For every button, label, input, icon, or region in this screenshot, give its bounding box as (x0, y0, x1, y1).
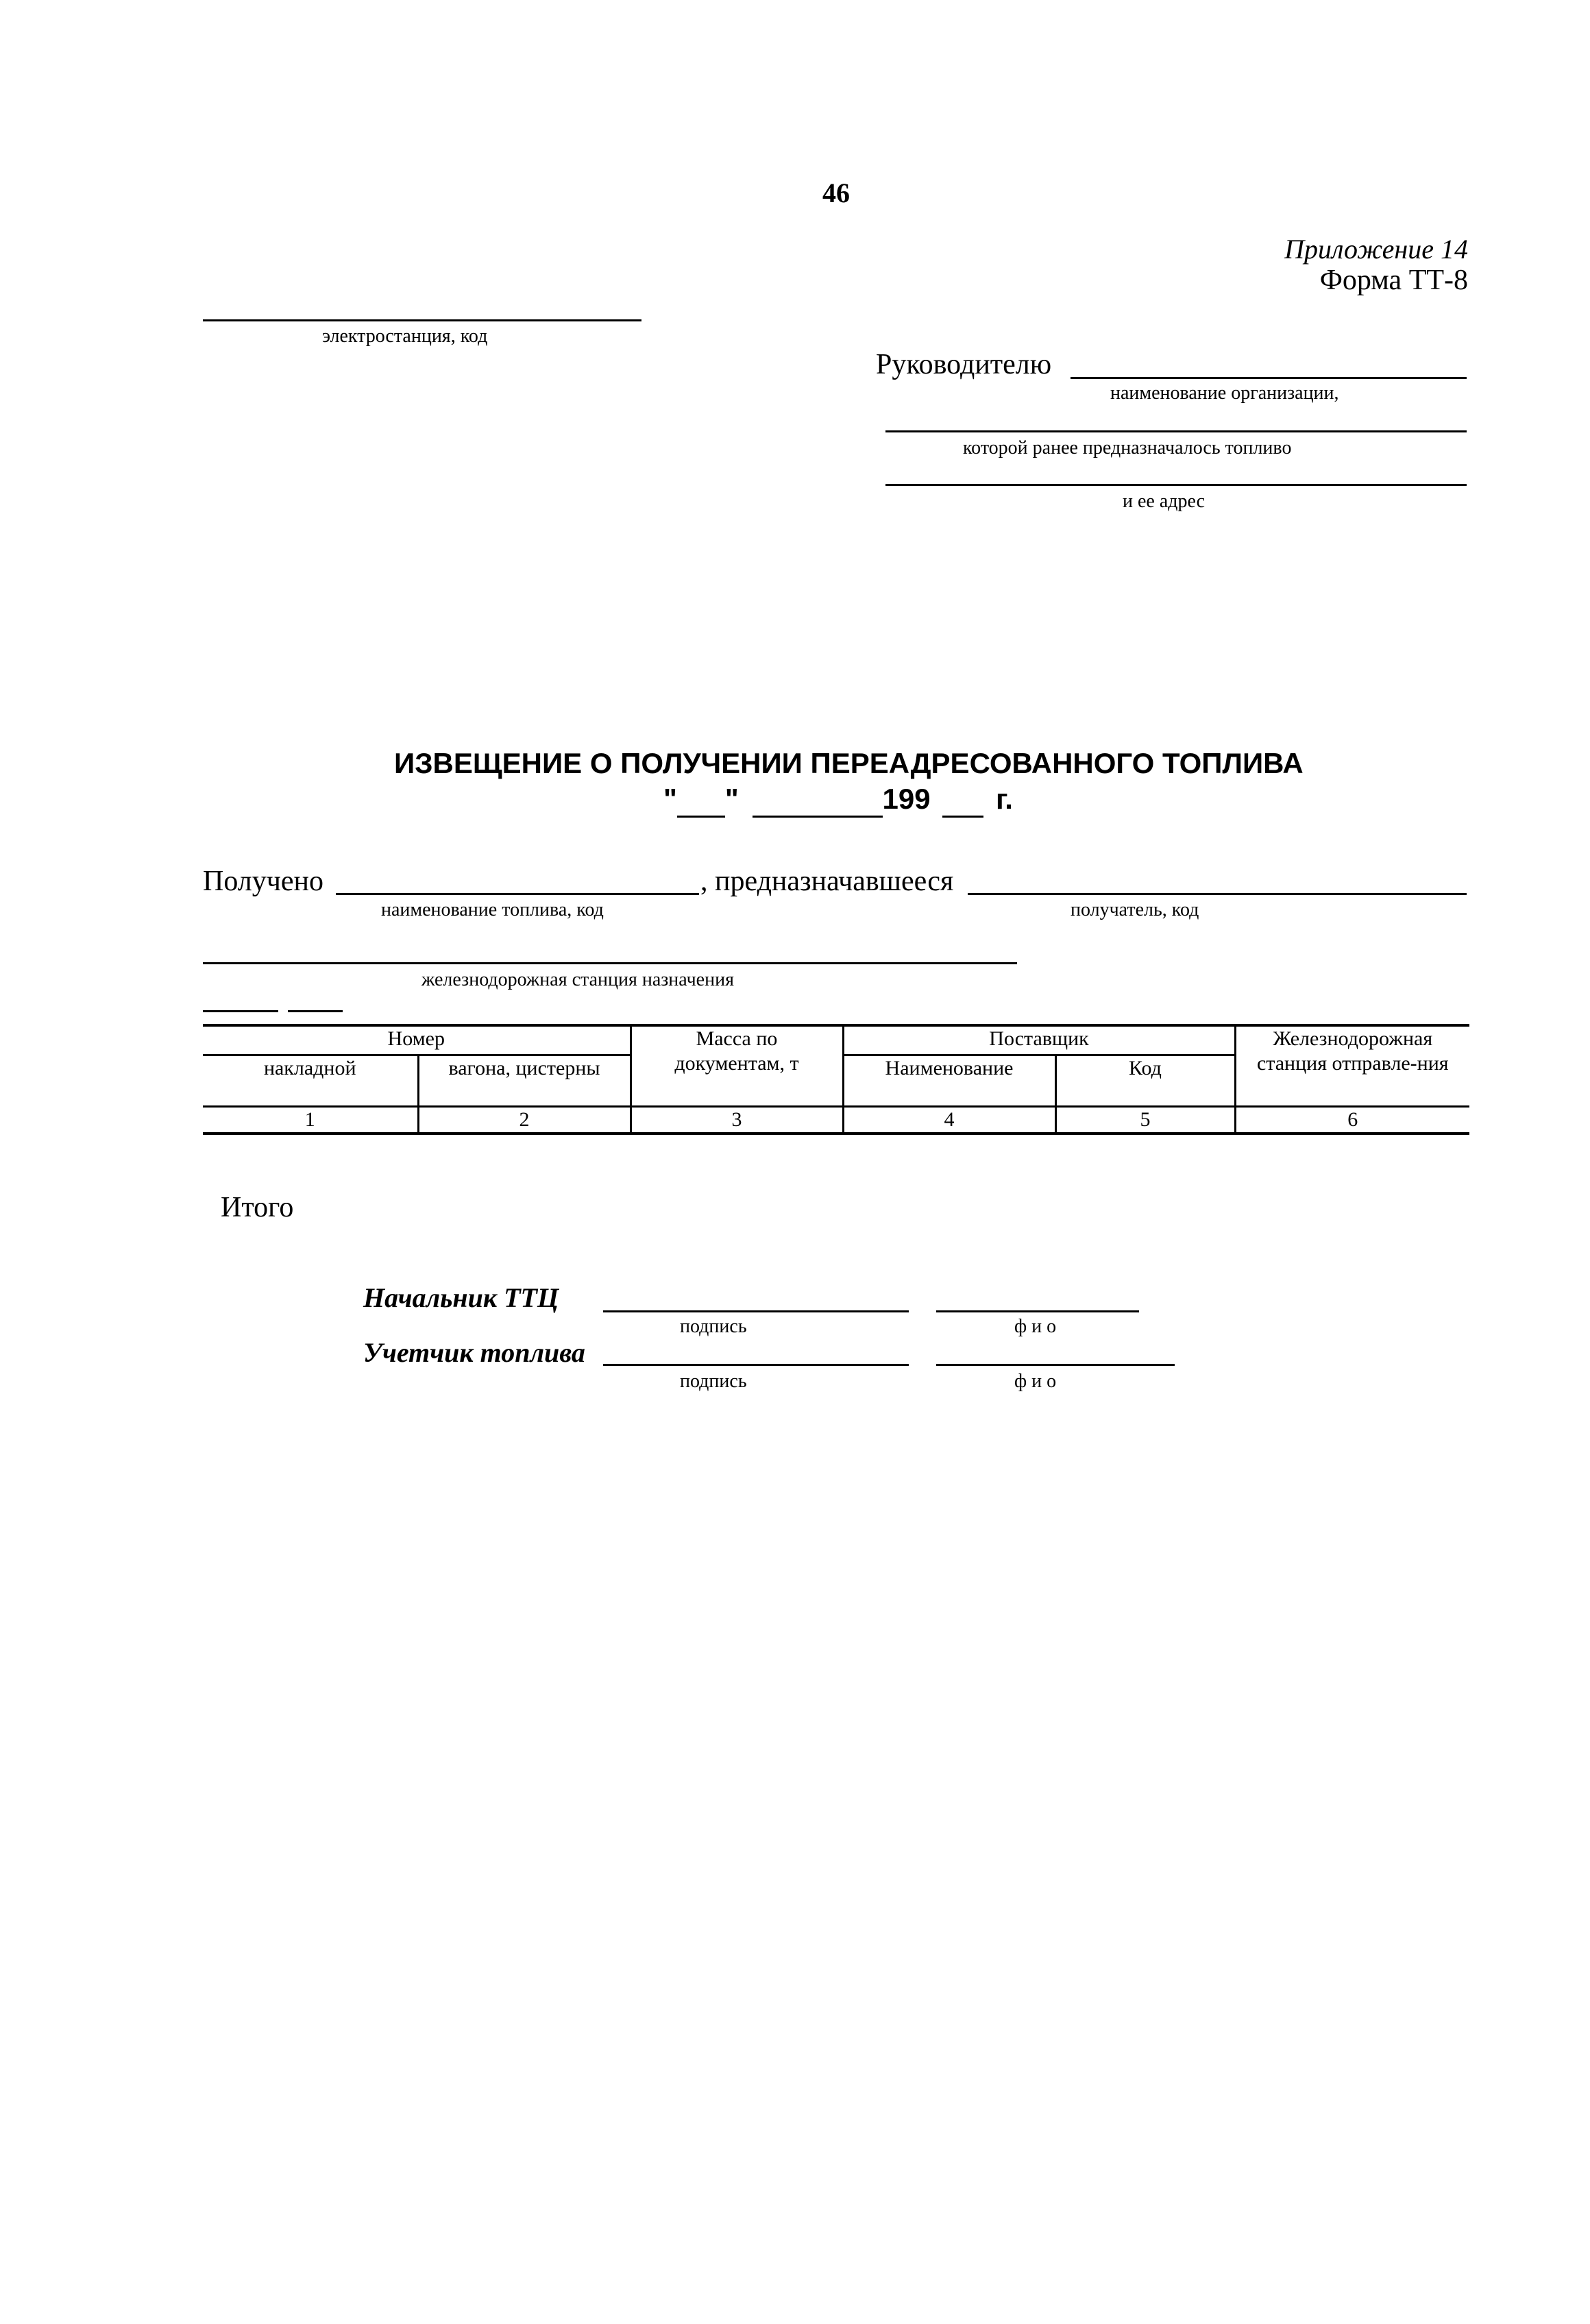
date-day-blank (677, 783, 725, 818)
recipient-caption: получатель, код (1071, 899, 1199, 920)
station-caption: электростанция, код (322, 326, 488, 347)
date-year-blank (942, 783, 983, 818)
header-supplier-code: Код (1055, 1055, 1235, 1107)
chief-signature-caption: подпись (680, 1316, 747, 1337)
date-year: 199 (882, 783, 931, 815)
table-top-dash-2 (288, 1010, 343, 1012)
page-number: 46 (822, 178, 850, 208)
accountant-label: Учетчик топлива (363, 1337, 585, 1368)
chief-signature-line (603, 1310, 909, 1312)
chief-label: Начальник ТТЦ (363, 1282, 559, 1313)
accountant-name-caption: ф и о (1014, 1371, 1057, 1392)
fuel-table (203, 1024, 1469, 1135)
header-supplier-group: Поставщик (843, 1025, 1235, 1055)
addressee-caption-fuel: которой ранее предназначалось топливо (963, 437, 1292, 458)
header-wagon: вагона, цистерны (418, 1055, 631, 1107)
station-line (203, 319, 641, 321)
column-number: 2 (418, 1107, 631, 1134)
rail-station-line (203, 962, 1017, 964)
addressee-label: Руководителю (876, 349, 1052, 380)
addressee-line-2 (885, 430, 1467, 432)
rail-station-caption: железнодорожная станция назначения (421, 969, 734, 990)
date-suffix: г. (995, 783, 1013, 815)
accountant-signature-caption: подпись (680, 1371, 747, 1392)
column-number: 6 (1235, 1107, 1469, 1134)
header-supplier-name: Наименование (843, 1055, 1055, 1107)
fuel-name-line (336, 893, 699, 895)
date-quote-close: " (724, 783, 739, 815)
total-label: Итого (221, 1192, 294, 1223)
received-label: Получено (203, 866, 323, 897)
chief-name-caption: ф и о (1014, 1316, 1057, 1337)
table-top-dash-1 (203, 1010, 278, 1012)
chief-name-line (936, 1310, 1139, 1312)
addressee-caption-address: и ее адрес (1123, 491, 1206, 512)
addressee-line (1071, 377, 1467, 379)
accountant-name-line (936, 1364, 1175, 1366)
document-title: ИЗВЕЩЕНИЕ О ПОЛУЧЕНИИ ПЕРЕАДРЕСОВАННОГО ТОПЛИВА (394, 747, 1304, 779)
date-month-blank (753, 783, 883, 818)
recipient-line (968, 893, 1467, 895)
appendix-label: Приложение 14 (1284, 234, 1468, 265)
destined-label: , предназначавшееся (700, 866, 954, 897)
form-code: Форма ТТ-8 (1319, 265, 1468, 296)
header-number-group: Номер (203, 1025, 631, 1055)
header-rail-station: Железнодорожная станция отправле-ния (1235, 1025, 1469, 1107)
addressee-line-3 (885, 484, 1467, 486)
date-line (663, 783, 1013, 818)
header-waybill: накладной (203, 1055, 418, 1107)
fuel-caption: наименование топлива, код (381, 899, 604, 920)
column-number: 5 (1055, 1107, 1235, 1134)
header-mass: Масса по документам, т (631, 1025, 843, 1107)
accountant-signature-line (603, 1364, 909, 1366)
addressee-caption-org: наименование организации, (1110, 382, 1339, 404)
date-quote-open: " (663, 783, 677, 815)
column-number: 4 (843, 1107, 1055, 1134)
column-number: 3 (631, 1107, 843, 1134)
column-number: 1 (203, 1107, 418, 1134)
